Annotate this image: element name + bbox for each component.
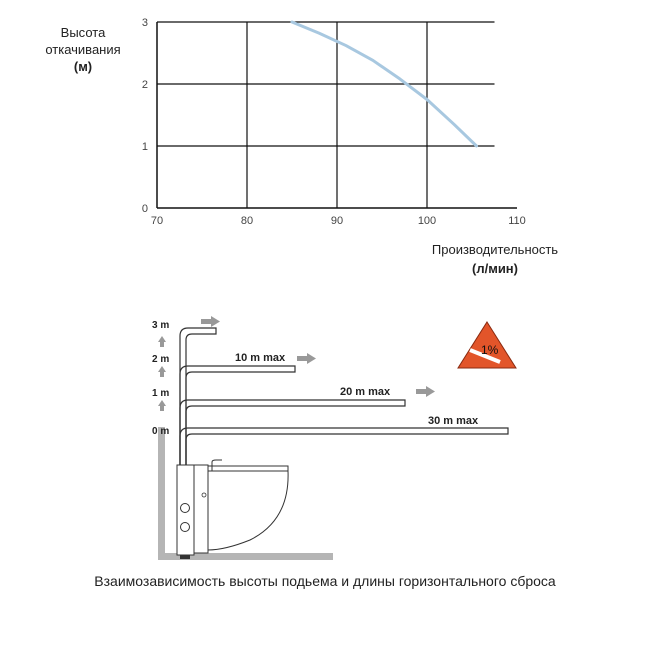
arrow-right-icon [211,316,220,327]
pipe-2m [180,366,295,465]
max-label-10m: 10 m max [235,352,286,364]
x-tick-label: 80 [240,215,254,227]
flow-arrow-stem [297,356,307,361]
y-tick-label: 3 [141,17,148,29]
up-arrow-icon [158,336,166,342]
lift-diagram [152,316,516,560]
y-tick-label: 1 [141,141,148,153]
level-label-1m: 1 m [152,388,170,399]
max-label-30m: 30 m max [428,415,479,427]
installation-frame [194,465,208,553]
pipe-1m [180,400,405,465]
level-label-2m: 2 m [152,354,170,365]
arrow-right-icon [426,386,435,397]
y-tick-label: 2 [141,79,148,91]
level-label-3m: 3 m [152,320,170,331]
flow-arrow-stem [416,389,426,394]
inlet-port-icon [181,523,190,532]
x-axis-title [405,240,585,278]
up-arrows [158,336,166,411]
x-tick-label: 70 [150,215,164,227]
pump-unit [177,465,208,559]
up-arrow-stem [160,342,164,347]
max-label-20m: 20 m max [340,386,391,398]
inlet-port-icon [181,504,190,513]
toilet-bowl [208,471,288,550]
chart-ticks [142,17,526,227]
slope-value: 1% [481,343,499,357]
wall [158,427,165,560]
x-axis-label: Производительность [431,242,559,257]
toilet [208,460,288,550]
frame-bolt-icon [202,493,206,497]
up-arrow-icon [158,366,166,372]
x-tick-label: 110 [508,215,526,227]
flow-arrow-stem [201,319,211,324]
pump-foot [180,555,190,559]
x-tick-label: 100 [417,215,437,227]
y-axis-label: Высота откачивания [45,25,121,57]
pipe-0m [180,428,508,465]
level-label-0m: 0 m [152,426,170,437]
toilet-seat [208,466,288,471]
x-tick-label: 90 [330,215,344,227]
diagram-caption: Взаимозависимость высоты подьема и длины горизонтального сброса [94,573,556,589]
up-arrow-stem [160,372,164,377]
y-axis-unit: (м) [73,59,93,74]
up-arrow-icon [158,400,166,406]
arrow-right-icon [307,353,316,364]
y-tick-label: 0 [141,203,148,215]
chart-grid [157,22,517,208]
slope-badge [458,322,516,368]
x-axis-unit: (л/мин) [472,261,518,276]
up-arrow-stem [160,406,164,411]
